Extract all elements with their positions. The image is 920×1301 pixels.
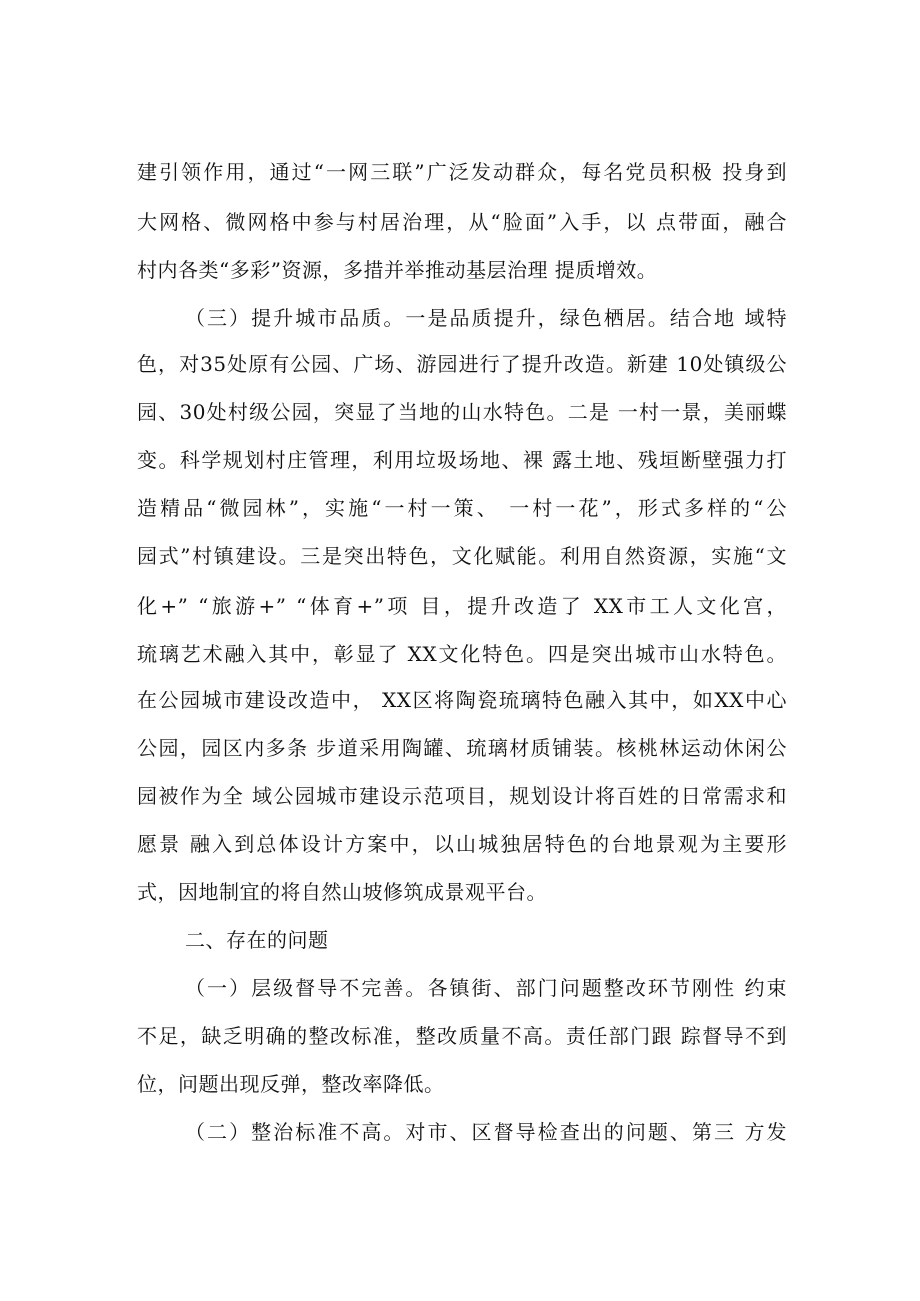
text-line: 园式”村镇建设。三是突出特色，文化赋能。利用自然资源，实施“文 — [137, 544, 787, 568]
paragraph-start-line: （三）提升城市品质。一是品质提升，绿色栖居。结合地 域特 — [185, 306, 787, 330]
text-line: 园被作为全 域公园城市建设示范项目，规划设计将百姓的日常需求和 — [137, 784, 787, 808]
text-line: 造精品“微园林”，实施“一村一策、 一村一花”，形式多样的“公 — [137, 496, 787, 520]
text-line: 式，因地制宜的将自然山坡修筑成景观平台。 — [137, 880, 547, 904]
text-line: 园、30处村级公园，突显了当地的山水特色。二是 一村一景，美丽蝶 — [137, 400, 787, 424]
paragraph-start-line: （一）层级督导不完善。各镇街、部门问题整改环节刚性 约束 — [185, 976, 787, 1000]
text-line: 位，问题出现反弹，整改率降低。 — [137, 1072, 445, 1096]
text-line: 琉璃艺术融入其中，彰显了 XX文化特色。四是突出城市山水特色。 — [137, 642, 787, 666]
text-line: 色，对35处原有公园、广场、游园进行了提升改造。新建 10处镇级公 — [137, 352, 787, 376]
text-line: 不足，缺乏明确的整改标准，整改质量不高。责任部门跟 踪督导不到 — [137, 1024, 787, 1048]
text-line: 村内各类“多彩”资源，多措并举推动基层治理 提质增效。 — [137, 258, 658, 282]
text-line: 建引领作用，通过“一网三联”广泛发动群众，每名党员积极 投身到 — [137, 160, 787, 184]
text-line: 公园，园区内多条 步道采用陶罐、琉璃材质铺装。核桃林运动休闲公 — [137, 736, 787, 760]
text-line: 化+” “旅游+” “体育+”项 目，提升改造了 XX市工人文化宫， — [137, 594, 787, 618]
paragraph-start-line: （二）整治标准不高。对市、区督导检查出的问题、第三 方发 — [185, 1120, 787, 1144]
text-line: 愿景 融入到总体设计方案中，以山城独居特色的台地景观为主要形 — [137, 832, 787, 856]
section-heading: 二、存在的问题 — [185, 928, 329, 952]
text-line: 大网格、微网格中参与村居治理，从“脸面”入手，以 点带面，融合 — [137, 210, 787, 234]
text-line: 在公园城市建设改造中， XX区将陶瓷琉璃特色融入其中，如XX中心 — [137, 688, 787, 712]
text-line: 变。科学规划村庄管理，利用垃圾场地、裸 露土地、残垣断壁强力打 — [137, 448, 787, 472]
